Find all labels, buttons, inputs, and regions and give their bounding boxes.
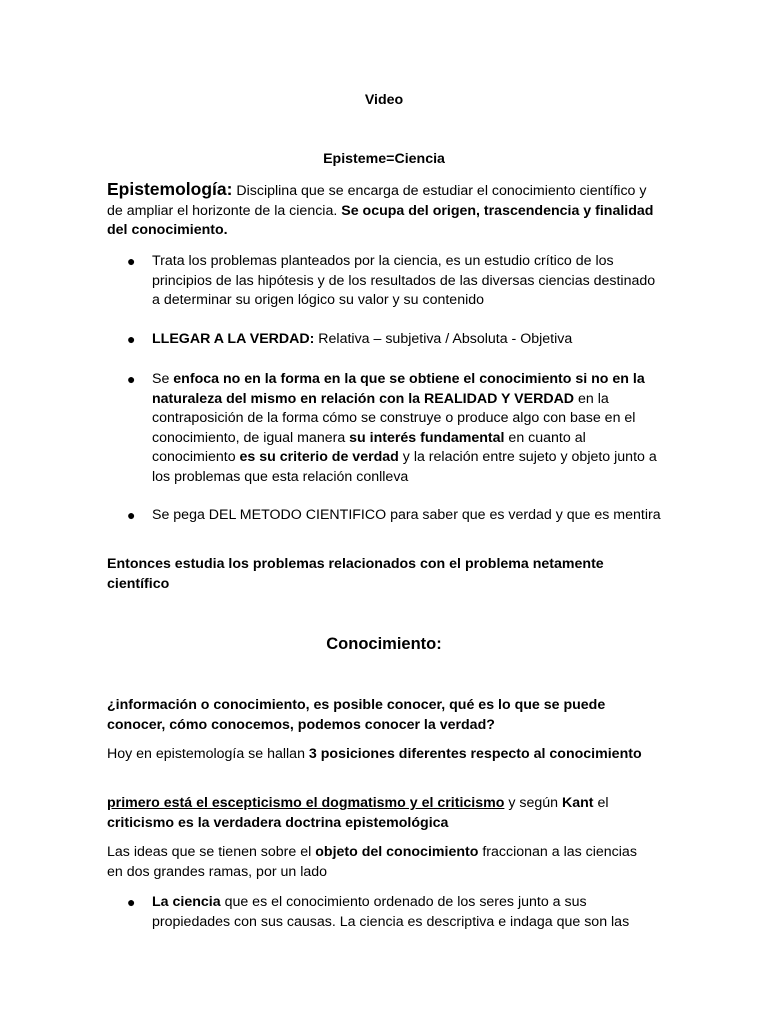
bullet-dot: ● (127, 371, 136, 387)
bullet-3-bold-3: es su criterio de verdad (239, 449, 399, 465)
bullet-item-1: Trata los problemas planteados por la ciencia, es un estudio crítico de los principios de las hipótesis y de los resultados de las diversas ciencias destinado a determinar su origen lógico su valor y su contenido (152, 253, 656, 308)
bullet-3-text-1: Se (152, 371, 174, 387)
kant-underlined: primero está el escepticismo el dogmatismo y el criticismo (107, 795, 505, 811)
bullet-dot: ● (127, 894, 136, 910)
bullet-dot: ● (127, 253, 136, 269)
bullet-item-2 (152, 330, 664, 350)
ideas-paragraph (107, 843, 647, 882)
ideas-text-2: fraccionan a las ciencias en dos grandes ramas, por un lado (107, 844, 637, 880)
bullet-2-text: Relativa – subjetiva / Absoluta - Objetiva (314, 331, 573, 347)
bullet-dot: ● (127, 507, 136, 523)
kant-paragraph (107, 794, 647, 833)
positions-bold: 3 posiciones diferentes respecto al conocimiento (308, 746, 642, 762)
intro-bold: Se ocupa del origen, trascendencia y finalidad del conocimiento. (107, 202, 654, 238)
section-title-conocimiento: Conocimiento: (326, 635, 442, 653)
ideas-bold: objeto del conocimiento (315, 844, 479, 860)
bullet-3-bold-2: su interés fundamental (349, 429, 505, 446)
positions-paragraph (107, 745, 647, 765)
kant-text-2: el (593, 795, 609, 811)
heading-video: Video (364, 92, 404, 108)
term-epistemologia: Epistemología: (107, 179, 233, 199)
bullet-3-bold-1: enfoca no en la forma en la que se obtiene el conocimiento si no en la naturaleza del mismo en relación con la REALIDAD Y VERDAD (152, 371, 645, 407)
ideas-text-1: Las ideas que se tienen sobre el (107, 844, 316, 860)
bullet-item-4: Se pega DEL METODO CIENTIFICO para saber que es verdad y que es mentira (152, 507, 661, 523)
kant-text-1: y según (504, 795, 562, 811)
bullet-item-ciencia (152, 893, 664, 932)
heading-episteme: Episteme=Ciencia (323, 151, 445, 167)
kant-name: Kant (561, 795, 594, 811)
intro-paragraph (107, 180, 662, 241)
ciencia-bold: La ciencia (152, 894, 221, 910)
bullet-3-text-3: en cuanto al conocimiento (152, 429, 586, 465)
kant-bold: criticismo es la verdadera doctrina epistemológica (107, 814, 449, 831)
positions-text: Hoy en epistemología se hallan (107, 746, 309, 762)
bullet-2-bold: LLEGAR A LA VERDAD: (152, 331, 315, 347)
bullet-3-text-4: y la relación entre sujeto y objeto junto a los problemas que esta relación conlleva (152, 449, 657, 485)
ciencia-text: que es el conocimiento ordenado de los seres junto a sus propiedades con sus causas. La ciencia es descriptiva e indaga que son las (152, 894, 630, 930)
bullet-item-3 (152, 370, 664, 487)
bullet-dot: ● (127, 331, 136, 347)
bullet-3-text-2: en la contraposición de la forma cómo se construye o produce algo con base en el conocimiento, de igual manera (152, 390, 636, 446)
conclusion-paragraph: Entonces estudia los problemas relacionados con el problema netamente científico (107, 556, 604, 592)
question-paragraph: ¿información o conocimiento, es posible conocer, qué es lo que se puede conocer, cómo conocemos, podemos conocer la verdad? (107, 697, 606, 733)
intro-text: Disciplina que se encarga de estudiar el conocimiento científico y de ampliar el horizonte de la ciencia. (107, 183, 647, 219)
